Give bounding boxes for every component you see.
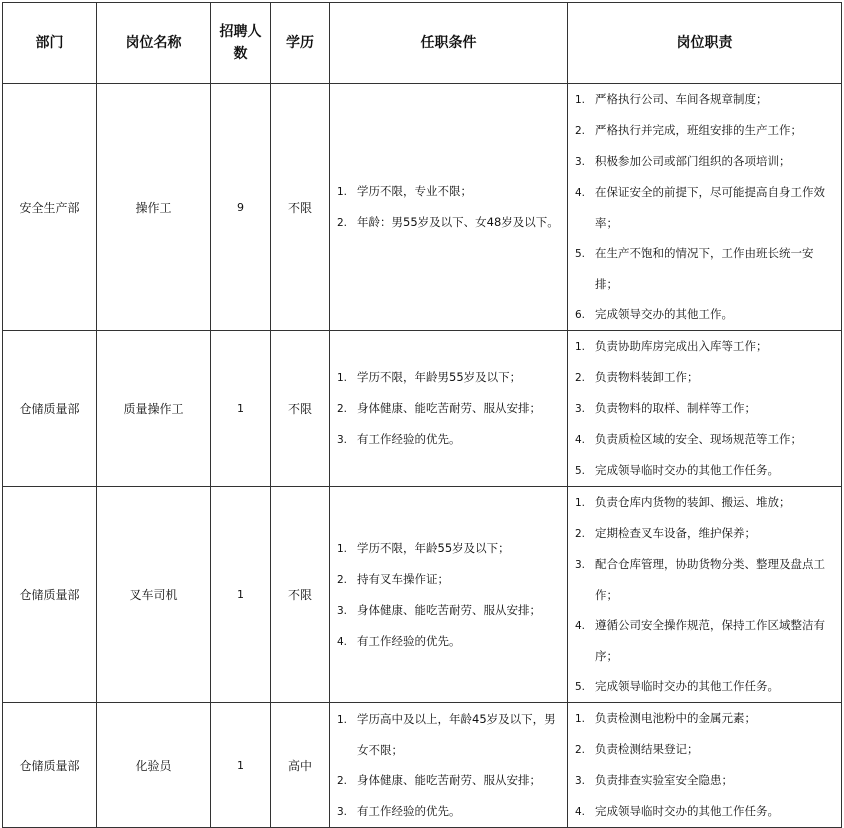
item-text: 负责仓库内货物的装卸、搬运、堆放； [595,495,791,509]
item-text: 定期检查叉车设备，维护保养； [595,526,756,540]
item-number: 2. [337,217,348,229]
education-cell: 不限 [271,84,330,331]
item-number: 3. [575,775,586,787]
header-dept: 部门 [3,3,97,84]
item-text: 学历不限，年龄男55岁及以下； [357,370,522,384]
item-text: 完成领导临时交办的其他工作任务。 [595,679,779,693]
item-number: 6. [575,309,586,321]
requirements-cell [330,487,568,703]
list-item [575,610,835,671]
count-cell: 1 [211,703,271,828]
item-number: 4. [575,187,586,199]
item-text: 严格执行公司、车间各规章制度； [595,92,768,106]
item-number: 2. [575,744,586,756]
item-number: 4. [575,434,586,446]
duties-cell [568,703,842,828]
header-requirements: 任职条件 [330,3,568,84]
position-cell: 化验员 [97,703,211,828]
list-item [575,487,835,518]
item-number: 3. [337,434,348,446]
list-item [337,393,561,424]
item-number: 1. [575,713,586,725]
list-item [337,362,561,393]
item-number: 4. [575,620,586,632]
list-item [575,734,835,765]
requirements-list [337,533,561,657]
item-number: 2. [337,403,348,415]
position-cell: 操作工 [97,84,211,331]
item-text: 完成领导交办的其他工作。 [595,307,733,321]
duties-list [575,331,835,486]
education-cell: 不限 [271,331,330,487]
list-item [575,177,835,238]
list-item [337,704,561,765]
header-duties: 岗位职责 [568,3,842,84]
item-text: 负责协助库房完成出入库等工作； [595,339,768,353]
dept-cell: 安全生产部 [3,84,97,331]
item-number: 3. [337,805,348,818]
list-item [575,671,835,702]
item-text: 负责质检区域的安全、现场规范等工作； [595,432,802,446]
position-cell: 叉车司机 [97,487,211,703]
list-item [575,238,835,299]
item-text: 有工作经验的优先。 [357,633,461,648]
duties-list [575,487,835,702]
item-text: 负责检测结果登记； [595,742,699,756]
recruitment-table-wrapper [2,2,842,828]
header-position: 岗位名称 [97,3,211,84]
requirements-list [337,704,561,827]
list-item [575,518,835,549]
list-item [575,424,835,455]
header-row [3,3,842,84]
requirements-cell [330,331,568,487]
item-text: 严格执行并完成，班组安排的生产工作； [595,123,802,137]
item-text: 身体健康、能吃苦耐劳、服从安排； [357,602,541,617]
item-text: 负责排查实验室安全隐患； [595,773,733,787]
requirements-cell [330,84,568,331]
item-number: 2. [575,528,586,540]
list-item [575,393,835,424]
duties-cell [568,487,842,703]
item-number: 1. [575,341,586,353]
item-text: 身体健康、能吃苦耐劳、服从安排； [357,401,541,415]
list-item [337,595,561,626]
list-item [575,549,835,610]
table-row [3,487,842,703]
item-text: 年龄：男55岁及以下、女48岁及以下。 [357,215,559,229]
item-number: 3. [575,156,586,168]
list-item [575,765,835,796]
item-number: 2. [337,774,348,787]
recruitment-table [2,2,842,828]
item-text: 负责检测电池粉中的金属元素； [595,711,756,725]
item-text: 在生产不饱和的情况下，工作由班长统一安排； [595,246,814,291]
item-text: 遵循公司安全操作规范，保持工作区域整洁有序； [595,618,825,663]
item-text: 持有叉车操作证； [357,571,449,586]
item-text: 学历不限，专业不限； [357,184,472,198]
list-item [575,84,835,115]
item-number: 1. [575,94,586,106]
item-text: 负责物料装卸工作； [595,370,699,384]
item-number: 2. [575,125,586,137]
item-number: 1. [575,497,586,509]
duties-cell [568,84,842,331]
count-cell: 9 [211,84,271,331]
item-number: 4. [575,806,586,818]
dept-cell: 仓储质量部 [3,487,97,703]
item-number: 4. [337,635,348,648]
count-cell: 1 [211,331,271,487]
list-item [337,176,561,207]
table-row [3,84,842,331]
duties-list [575,703,835,827]
header-count: 招聘人数 [211,3,271,84]
requirements-cell [330,703,568,828]
item-number: 3. [575,559,586,571]
item-text: 有工作经验的优先。 [357,432,461,446]
item-number: 3. [337,604,348,617]
count-cell: 1 [211,487,271,703]
list-item [337,626,561,657]
list-item [575,299,835,330]
list-item [575,146,835,177]
item-number: 1. [337,186,348,198]
table-row [3,703,842,828]
requirements-list [337,176,561,238]
list-item [575,362,835,393]
duties-list [575,84,835,330]
list-item [337,796,561,827]
item-text: 积极参加公司或部门组织的各项培训； [595,154,791,168]
list-item [337,424,561,455]
item-text: 负责物料的取样、制样等工作； [595,401,756,415]
education-cell: 高中 [271,703,330,828]
item-number: 1. [337,372,348,384]
duties-cell [568,331,842,487]
item-number: 1. [337,713,348,726]
list-item [575,331,835,362]
list-item [337,533,561,564]
item-number: 2. [575,372,586,384]
item-text: 身体健康、能吃苦耐劳、服从安排； [357,772,541,787]
dept-cell: 仓储质量部 [3,703,97,828]
item-number: 5. [575,248,586,260]
list-item [337,207,561,238]
requirements-list [337,362,561,455]
header-education: 学历 [271,3,330,84]
list-item [337,765,561,796]
education-cell: 不限 [271,487,330,703]
table-row [3,331,842,487]
dept-cell: 仓储质量部 [3,331,97,487]
table-body [3,84,842,828]
list-item [337,564,561,595]
item-text: 完成领导临时交办的其他工作任务。 [595,804,779,818]
item-number: 1. [337,542,348,555]
item-text: 配合仓库管理，协助货物分类、整理及盘点工作； [595,557,825,602]
list-item [575,703,835,734]
item-text: 学历高中及以上，年龄45岁及以下，男女不限； [357,711,556,757]
list-item [575,115,835,146]
list-item [575,455,835,486]
position-cell: 质量操作工 [97,331,211,487]
item-text: 在保证安全的前提下，尽可能提高自身工作效率； [595,185,825,230]
item-number: 3. [575,403,586,415]
item-text: 完成领导临时交办的其他工作任务。 [595,463,779,477]
item-text: 有工作经验的优先。 [357,803,461,818]
list-item [575,796,835,827]
item-text: 学历不限，年龄55岁及以下； [357,540,510,555]
item-number: 5. [575,465,586,477]
item-number: 2. [337,573,348,586]
item-number: 5. [575,681,586,693]
